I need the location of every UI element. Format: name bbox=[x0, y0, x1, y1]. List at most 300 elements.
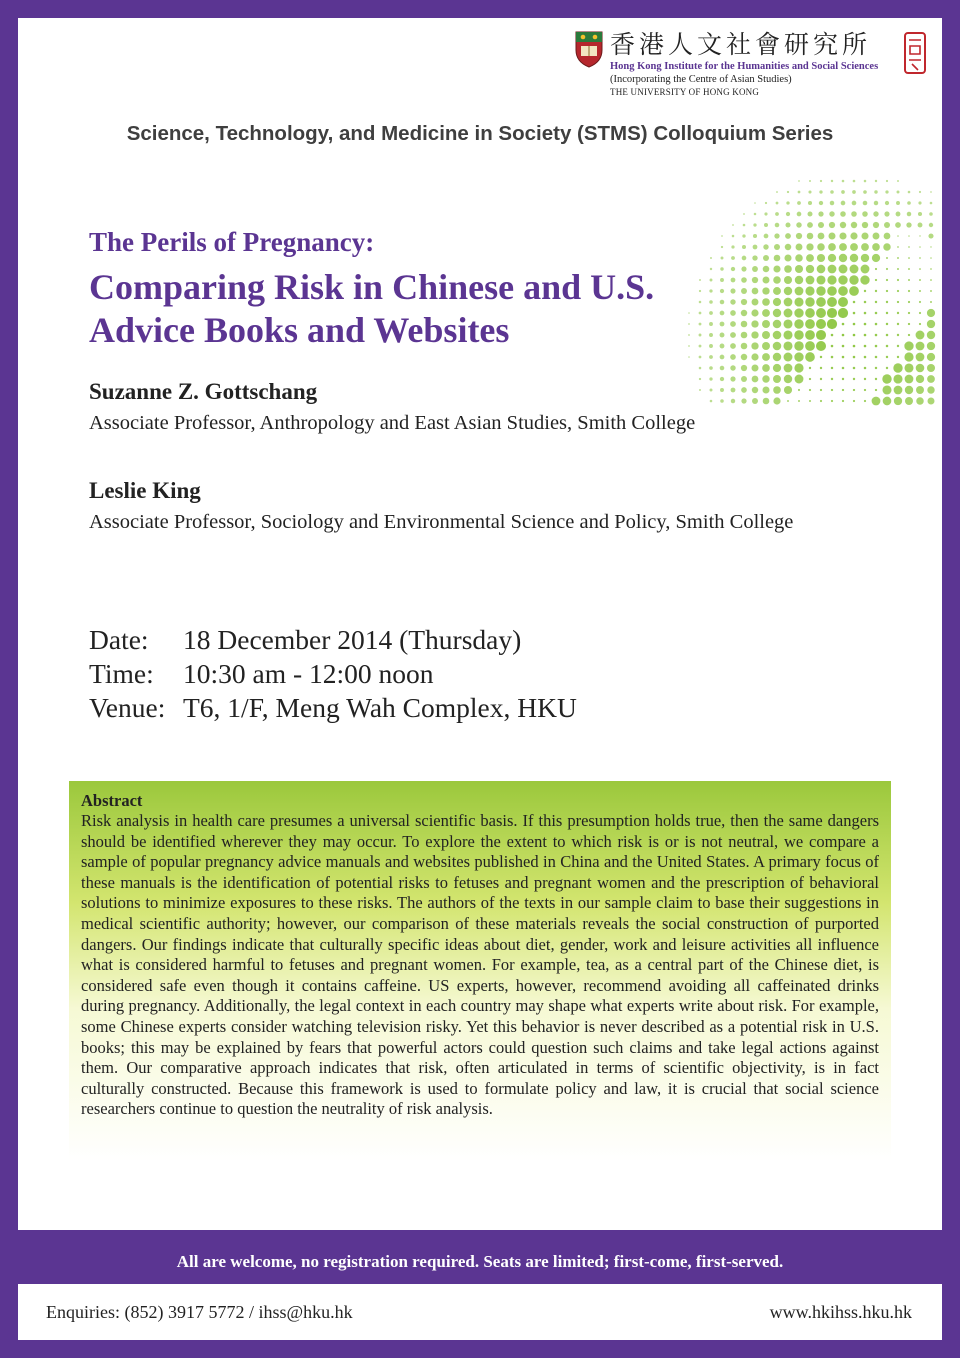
globe-dot bbox=[731, 256, 735, 260]
globe-dot bbox=[918, 223, 923, 228]
globe-dot bbox=[827, 319, 837, 329]
globe-dot bbox=[885, 190, 888, 193]
globe-dot bbox=[884, 211, 889, 216]
globe-dot bbox=[853, 180, 856, 183]
globe-dot bbox=[919, 268, 921, 270]
globe-dot bbox=[842, 345, 845, 348]
globe-dot bbox=[798, 180, 800, 182]
event-venue bbox=[89, 692, 577, 724]
globe-dot bbox=[839, 243, 847, 251]
globe-dot bbox=[753, 245, 758, 250]
globe-dot bbox=[809, 389, 811, 391]
globe-dot bbox=[842, 389, 844, 391]
globe-dot bbox=[699, 323, 702, 326]
globe-dot bbox=[919, 301, 921, 303]
globe-dot bbox=[860, 275, 869, 284]
globe-dot bbox=[853, 323, 856, 326]
venue-value: T6, 1/F, Meng Wah Complex, HKU bbox=[183, 692, 577, 723]
globe-dot bbox=[763, 255, 769, 261]
globe-dot bbox=[893, 363, 902, 372]
globe-dot bbox=[907, 212, 912, 217]
globe-dot bbox=[710, 279, 713, 282]
globe-dot bbox=[786, 212, 790, 216]
globe-dot bbox=[784, 309, 793, 318]
globe-dot bbox=[873, 222, 879, 228]
globe-dot bbox=[699, 367, 702, 370]
globe-dot bbox=[908, 334, 910, 336]
globe-dot bbox=[710, 400, 713, 403]
globe-dot bbox=[720, 333, 725, 338]
globe-dot bbox=[794, 330, 803, 339]
globe-dot bbox=[853, 312, 856, 315]
globe-dot bbox=[762, 364, 770, 372]
globe-dot bbox=[820, 378, 822, 380]
globe-dot bbox=[796, 233, 802, 239]
globe-dot bbox=[762, 375, 769, 382]
globe-dot bbox=[720, 377, 724, 381]
globe-dot bbox=[853, 400, 855, 402]
globe-dot bbox=[773, 287, 781, 295]
globe-dot bbox=[796, 244, 803, 251]
globe-dot bbox=[886, 290, 888, 292]
globe-dot bbox=[875, 180, 877, 182]
globe-dot bbox=[805, 286, 814, 295]
globe-dot bbox=[828, 254, 836, 262]
globe-dot bbox=[839, 254, 847, 262]
globe-dot bbox=[785, 244, 792, 251]
globe-dot bbox=[787, 191, 789, 193]
globe-dot bbox=[816, 341, 826, 351]
globe-dot bbox=[853, 367, 856, 370]
globe-dot bbox=[896, 212, 901, 217]
globe-dot bbox=[875, 367, 877, 369]
globe-dot bbox=[784, 276, 792, 284]
globe-dot bbox=[897, 356, 899, 358]
globe-dot bbox=[773, 353, 781, 361]
globe-dot bbox=[806, 276, 815, 285]
globe-dot bbox=[797, 212, 802, 217]
globe-dot bbox=[809, 400, 811, 402]
globe-dot bbox=[872, 254, 880, 262]
globe-dot bbox=[875, 279, 877, 281]
globe-dot bbox=[873, 233, 880, 240]
globe-dot bbox=[741, 310, 747, 316]
globe-dot bbox=[798, 191, 801, 194]
globe-dot bbox=[816, 275, 825, 284]
globe-dot bbox=[886, 367, 888, 369]
globe-dot bbox=[816, 286, 825, 295]
globe-dot bbox=[699, 290, 701, 292]
series-title: Science, Technology, and Medicine in Society (STMS) Colloquium Series bbox=[126, 122, 834, 145]
globe-dot bbox=[927, 375, 935, 383]
globe-dot bbox=[784, 298, 793, 307]
speaker-name: Leslie King bbox=[89, 478, 201, 503]
globe-dot bbox=[720, 300, 725, 305]
globe-dot bbox=[864, 400, 866, 402]
globe-dot bbox=[798, 389, 800, 391]
globe-dot bbox=[773, 342, 782, 351]
globe-dot bbox=[785, 222, 790, 227]
globe-dot bbox=[773, 331, 782, 340]
globe-dot bbox=[838, 286, 848, 296]
globe-dot bbox=[709, 355, 713, 359]
globe-dot bbox=[753, 223, 756, 226]
globe-dot bbox=[720, 388, 724, 392]
dotted-globe-graphic bbox=[652, 166, 942, 410]
abstract-text: Risk analysis in health care presumes a universal scientific basis. If this presumption holds true, then the same dangers should be identified wherever they may occur. To explore the extent to which risk is or is not neutral, we compare a sample of popular pregnancy advice manuals and websites published in China and the United States. A primary focus of these manuals is the identification of potential risks to fetuses and pregnant women and the prescription of behavioral solutions to minimize exposures to these risks. The authors of the texts in our sample claim to base their suggestions in medical scientific authority; however, our comparison of these materials reveals the social construction of purported dangers. Our findings indicate that culturally specific ideas about diet, gender, work and leisure activities all influence what is considered harmful to fetuses and pregnant women. For example, tea, as a central part of the Chinese diet, is considered safe even though it contains caffeine. US experts, however, recommend avoiding all caffeinated drinks during pregnancy. Additionally, the legal context in each country may shape what experts write about risk. For example, some Chinese experts consider watching television risky. Yet this behavior is never described as a potential risk in U.S. books; this may be explained by fears that powerful actors could question such claims and take legal actions against them. Our comparative approach indicates that risk, often articulated in terms of scientific objectivity, is in fact culturally constructed. Because this framework is used to formulate policy and law, it is crucial that social science researchers continue to question the neutrality of risk analysis. bbox=[81, 811, 879, 1119]
globe-dot bbox=[842, 323, 845, 326]
globe-dot bbox=[819, 201, 823, 205]
globe-dot bbox=[908, 235, 910, 237]
globe-dot bbox=[861, 254, 869, 262]
globe-dot bbox=[741, 266, 746, 271]
globe-dot bbox=[762, 386, 769, 393]
globe-dot bbox=[699, 279, 701, 281]
globe-dot bbox=[829, 222, 835, 228]
globe-dot bbox=[839, 232, 846, 239]
globe-dot bbox=[830, 190, 834, 194]
globe-dot bbox=[699, 312, 702, 315]
globe-dot bbox=[741, 332, 748, 339]
globe-dot bbox=[864, 378, 866, 380]
globe-dot bbox=[809, 378, 811, 380]
globe-dot bbox=[839, 265, 848, 274]
globe-dot bbox=[763, 266, 770, 273]
globe-dot bbox=[908, 257, 910, 259]
globe-dot bbox=[763, 277, 770, 284]
globe-dot bbox=[831, 367, 833, 369]
globe-dot bbox=[699, 389, 701, 391]
globe-dot bbox=[886, 268, 888, 270]
globe-dot bbox=[774, 233, 779, 238]
globe-dot bbox=[805, 330, 815, 340]
globe-dot bbox=[795, 276, 803, 284]
globe-dot bbox=[874, 201, 878, 205]
globe-dot bbox=[864, 334, 867, 337]
globe-dot bbox=[809, 367, 811, 369]
globe-dot bbox=[927, 331, 935, 339]
globe-dot bbox=[784, 287, 792, 295]
globe-dot bbox=[850, 232, 857, 239]
globe-dot bbox=[853, 378, 855, 380]
globe-dot bbox=[742, 245, 746, 249]
globe-dot bbox=[831, 345, 834, 348]
globe-dot bbox=[805, 319, 815, 329]
globe-dot bbox=[794, 319, 803, 328]
globe-dot bbox=[875, 301, 877, 303]
globe-dot bbox=[721, 246, 723, 248]
globe-dot bbox=[764, 234, 769, 239]
globe-dot bbox=[709, 377, 712, 380]
globe-dot bbox=[908, 290, 910, 292]
globe-dot bbox=[783, 319, 792, 328]
globe-dot bbox=[774, 244, 780, 250]
globe-dot bbox=[916, 386, 924, 394]
globe-dot bbox=[886, 301, 888, 303]
globe-dot bbox=[762, 287, 769, 294]
globe-dot bbox=[827, 275, 836, 284]
globe-dot bbox=[886, 334, 889, 337]
globe-dot bbox=[897, 268, 899, 270]
speaker-name: Suzanne Z. Gottschang bbox=[89, 379, 318, 404]
globe-dot bbox=[742, 234, 745, 237]
globe-dot bbox=[731, 399, 735, 403]
globe-dot bbox=[730, 365, 735, 370]
globe-dot bbox=[875, 378, 877, 380]
globe-dot bbox=[720, 399, 724, 403]
globe-dot bbox=[720, 355, 725, 360]
globe-dot bbox=[773, 320, 782, 329]
event-time bbox=[89, 658, 434, 690]
globe-dot bbox=[688, 312, 690, 314]
globe-dot bbox=[853, 334, 856, 337]
globe-dot bbox=[741, 354, 747, 360]
globe-dot bbox=[897, 345, 899, 347]
globe-dot bbox=[831, 180, 833, 182]
globe-dot bbox=[808, 201, 812, 205]
globe-dot bbox=[816, 319, 826, 329]
globe-dot bbox=[894, 386, 903, 395]
globe-dot bbox=[864, 356, 867, 359]
globe-dot bbox=[820, 400, 822, 402]
globe-dot bbox=[751, 364, 758, 371]
institute-logo bbox=[574, 30, 934, 110]
globe-dot bbox=[763, 244, 768, 249]
globe-dot bbox=[930, 268, 932, 270]
globe-dot bbox=[754, 213, 757, 216]
globe-dot bbox=[897, 180, 899, 182]
globe-dot bbox=[752, 277, 758, 283]
website-link[interactable]: www.hkihss.hku.hk bbox=[769, 1302, 912, 1322]
globe-dot bbox=[827, 286, 837, 296]
globe-dot bbox=[861, 232, 868, 239]
globe-dot bbox=[927, 386, 934, 393]
globe-dot bbox=[863, 201, 868, 206]
globe-dot bbox=[720, 311, 725, 316]
globe-dot bbox=[752, 299, 759, 306]
globe-dot bbox=[853, 356, 856, 359]
globe-dot bbox=[908, 301, 910, 303]
globe-dot bbox=[699, 356, 702, 359]
globe-dot bbox=[831, 400, 833, 402]
globe-dot bbox=[794, 352, 803, 361]
globe-dot bbox=[864, 323, 867, 326]
globe-dot bbox=[916, 353, 925, 362]
enquiries-contact: Enquiries: (852) 3917 5772 / ihss@hku.hk bbox=[46, 1302, 353, 1322]
globe-dot bbox=[884, 222, 890, 228]
globe-dot bbox=[752, 376, 759, 383]
globe-dot bbox=[762, 320, 770, 328]
globe-dot bbox=[919, 235, 920, 236]
globe-dot bbox=[897, 279, 899, 281]
globe-dot bbox=[916, 342, 925, 351]
globe-dot bbox=[919, 279, 921, 281]
globe-dot bbox=[775, 223, 780, 228]
globe-dot bbox=[916, 397, 924, 405]
globe-dot bbox=[709, 311, 713, 315]
globe-dot bbox=[872, 397, 881, 406]
globe-dot bbox=[919, 191, 921, 193]
globe-dot bbox=[699, 301, 702, 304]
globe-dot bbox=[751, 342, 758, 349]
globe-dot bbox=[710, 268, 712, 270]
globe-dot bbox=[863, 190, 867, 194]
globe-dot bbox=[816, 330, 826, 340]
globe-dot bbox=[875, 334, 878, 337]
globe-dot bbox=[762, 353, 770, 361]
globe-dot bbox=[897, 246, 899, 248]
globe-dot bbox=[841, 201, 846, 206]
globe-dot bbox=[919, 290, 921, 292]
globe-dot bbox=[732, 235, 735, 238]
globe-dot bbox=[741, 299, 747, 305]
globe-dot bbox=[886, 312, 888, 314]
globe-dot bbox=[897, 323, 899, 325]
globe-dot bbox=[864, 180, 867, 183]
globe-dot bbox=[831, 378, 833, 380]
globe-dot bbox=[741, 343, 748, 350]
globe-dot bbox=[827, 308, 837, 318]
globe-dot bbox=[731, 245, 734, 248]
globe-dot bbox=[840, 222, 846, 228]
speaker-affiliation: Associate Professor, Anthropology and East Asian Studies, Smith College bbox=[89, 412, 696, 434]
globe-dot bbox=[927, 353, 935, 361]
globe-dot bbox=[820, 367, 822, 369]
globe-dot bbox=[762, 331, 770, 339]
venue-label: Venue: bbox=[89, 692, 166, 723]
talk-pretitle: The Perils of Pregnancy: bbox=[89, 227, 375, 257]
logo-chinese-name: 香港人文社會研究所 bbox=[610, 30, 872, 59]
globe-dot bbox=[897, 334, 899, 336]
globe-dot bbox=[886, 180, 888, 182]
globe-dot bbox=[827, 297, 837, 307]
globe-dot bbox=[773, 309, 781, 317]
globe-dot bbox=[928, 233, 933, 238]
globe-dot bbox=[916, 375, 924, 383]
globe-dot bbox=[919, 323, 921, 325]
globe-dot bbox=[862, 222, 868, 228]
globe-dot bbox=[861, 265, 870, 274]
globe-dot bbox=[818, 233, 825, 240]
globe-dot bbox=[907, 201, 911, 205]
globe-dot bbox=[908, 279, 910, 281]
globe-dot bbox=[896, 201, 900, 205]
globe-dot bbox=[875, 290, 877, 292]
globe-dot bbox=[808, 190, 811, 193]
globe-dot bbox=[852, 201, 857, 206]
globe-dot bbox=[904, 341, 913, 350]
globe-dot bbox=[885, 201, 889, 205]
globe-dot bbox=[853, 389, 855, 391]
globe-dot bbox=[773, 265, 780, 272]
globe-dot bbox=[828, 243, 836, 251]
globe-dot bbox=[916, 364, 925, 373]
globe-dot bbox=[773, 364, 781, 372]
globe-dot bbox=[773, 386, 781, 394]
globe-dot bbox=[817, 254, 825, 262]
globe-dot bbox=[816, 308, 826, 318]
globe-dot bbox=[699, 334, 702, 337]
globe-dot bbox=[709, 366, 713, 370]
globe-dot bbox=[775, 212, 779, 216]
globe-dot bbox=[721, 235, 723, 237]
globe-dot bbox=[829, 211, 834, 216]
globe-dot bbox=[688, 334, 690, 336]
footer-note: All are welcome, no registration required. Seats are limited; first-come, first-served. bbox=[176, 1252, 784, 1271]
globe-dot bbox=[794, 341, 803, 350]
globe-dot bbox=[929, 223, 933, 227]
globe-dot bbox=[741, 398, 746, 403]
globe-dot bbox=[774, 255, 781, 262]
globe-dot bbox=[720, 366, 725, 371]
globe-dot bbox=[927, 309, 935, 317]
globe-dot bbox=[908, 323, 910, 325]
globe-dot bbox=[797, 201, 801, 205]
globe-dot bbox=[820, 389, 822, 391]
time-label: Time: bbox=[89, 658, 154, 689]
globe-dot bbox=[720, 278, 724, 282]
abstract-box bbox=[69, 781, 891, 1161]
globe-dot bbox=[842, 400, 844, 402]
globe-dot bbox=[850, 243, 858, 251]
globe-dot bbox=[864, 301, 867, 304]
globe-dot bbox=[851, 211, 857, 217]
globe-dot bbox=[773, 276, 781, 284]
globe-dot bbox=[720, 344, 725, 349]
globe-dot bbox=[773, 397, 780, 404]
globe-dot bbox=[762, 342, 770, 350]
date-value: 18 December 2014 (Thursday) bbox=[183, 624, 522, 655]
globe-dot bbox=[882, 385, 891, 394]
globe-dot bbox=[808, 212, 813, 217]
globe-dot bbox=[838, 308, 848, 318]
globe-dot bbox=[751, 309, 758, 316]
globe-dot bbox=[817, 243, 825, 251]
globe-dot bbox=[730, 332, 736, 338]
globe-dot bbox=[787, 400, 789, 402]
globe-dot bbox=[842, 378, 844, 380]
globe-dot bbox=[908, 312, 910, 314]
globe-dot bbox=[796, 222, 801, 227]
globe-dot bbox=[930, 246, 931, 247]
globe-dot bbox=[806, 243, 813, 250]
globe-dot bbox=[741, 321, 748, 328]
globe-dot bbox=[753, 234, 757, 238]
globe-dot bbox=[742, 256, 747, 261]
globe-dot bbox=[930, 279, 932, 281]
globe-dot bbox=[784, 265, 792, 273]
globe-dot bbox=[709, 322, 713, 326]
globe-dot bbox=[905, 375, 914, 384]
globe-dot bbox=[751, 331, 758, 338]
globe-dot bbox=[838, 297, 848, 307]
footer-bar bbox=[18, 1284, 942, 1340]
globe-dot bbox=[853, 301, 856, 304]
globe-dot bbox=[838, 275, 847, 284]
globe-dot bbox=[764, 212, 767, 215]
globe-dot bbox=[894, 397, 902, 405]
globe-dot bbox=[765, 202, 767, 204]
globe-dot bbox=[930, 191, 932, 193]
globe-dot bbox=[741, 376, 747, 382]
globe-dot bbox=[794, 308, 803, 317]
globe-dot bbox=[886, 356, 888, 358]
globe-dot bbox=[883, 243, 890, 250]
globe-dot bbox=[875, 345, 878, 348]
globe-dot bbox=[752, 255, 757, 260]
globe-dot bbox=[875, 268, 877, 270]
globe-dot bbox=[776, 202, 779, 205]
